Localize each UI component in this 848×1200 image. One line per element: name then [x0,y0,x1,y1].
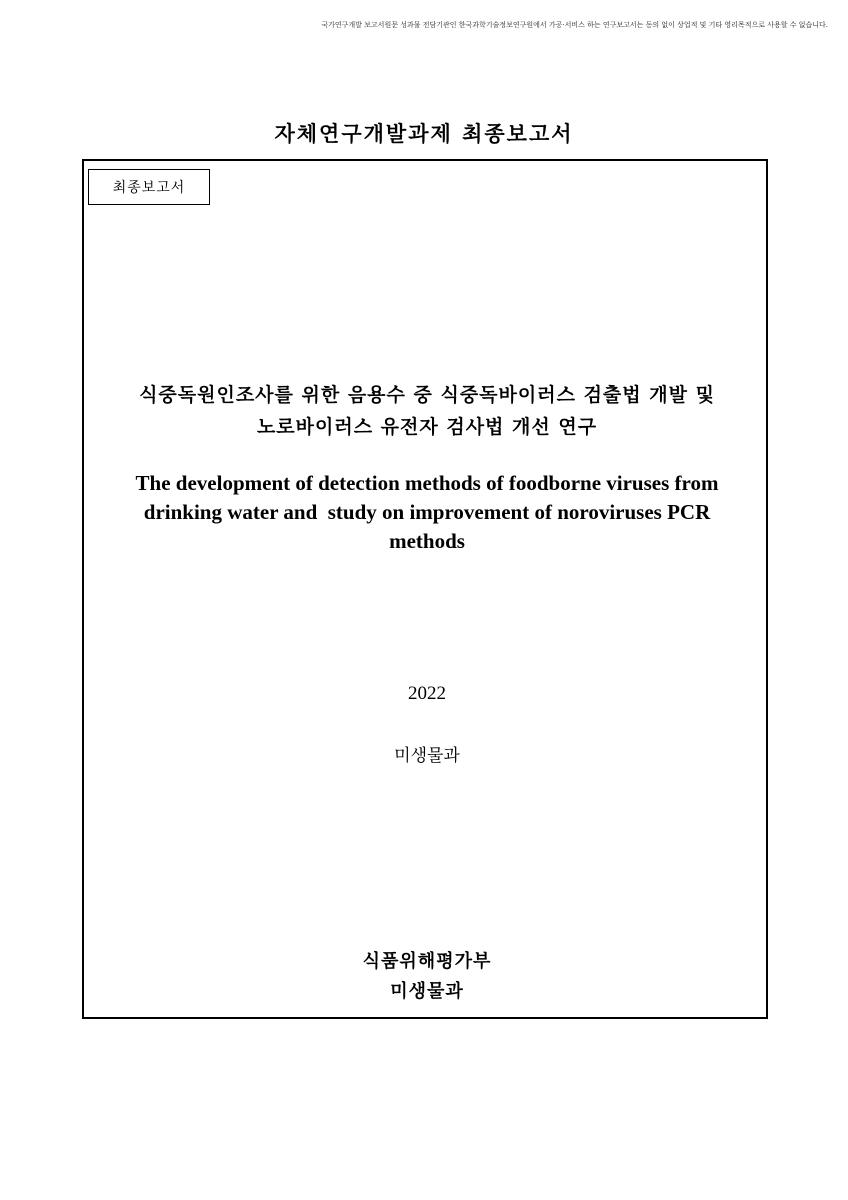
title-english-line: The development of detection methods of foodborne viruses from [135,471,719,495]
organization-block [84,947,770,1007]
report-year: 2022 [408,683,446,704]
title-english-line: drinking water and study on improvement of noroviruses PCR [143,500,711,524]
title-korean-line: 식중독원인조사를 위한 음용수 중 식중독바이러스 검출법 개발 및 [139,384,715,406]
title-korean-line: 노로바이러스 유전자 검사법 개선 연구 [256,416,598,438]
title-english-line: methods [389,529,465,553]
cover-frame [82,159,768,1019]
copyright-notice: 국가연구개발 보고서원문 성과물 전담기관인 한국과학기술정보연구원에서 가공·서비스 하는 연구보고서는 동의 없이 상업적 및 기타 영리목적으로 사용할 수 없습니다. [321,21,828,29]
organization-line: 식품위해평가부 [362,951,492,972]
title-english [84,469,770,556]
organization-line: 미생물과 [390,981,464,1002]
report-type-label: 최종보고서 [88,169,210,205]
document-heading: 자체연구개발과제 최종보고서 [274,121,574,146]
department-name: 미생물과 [394,746,460,766]
title-korean [94,379,760,443]
